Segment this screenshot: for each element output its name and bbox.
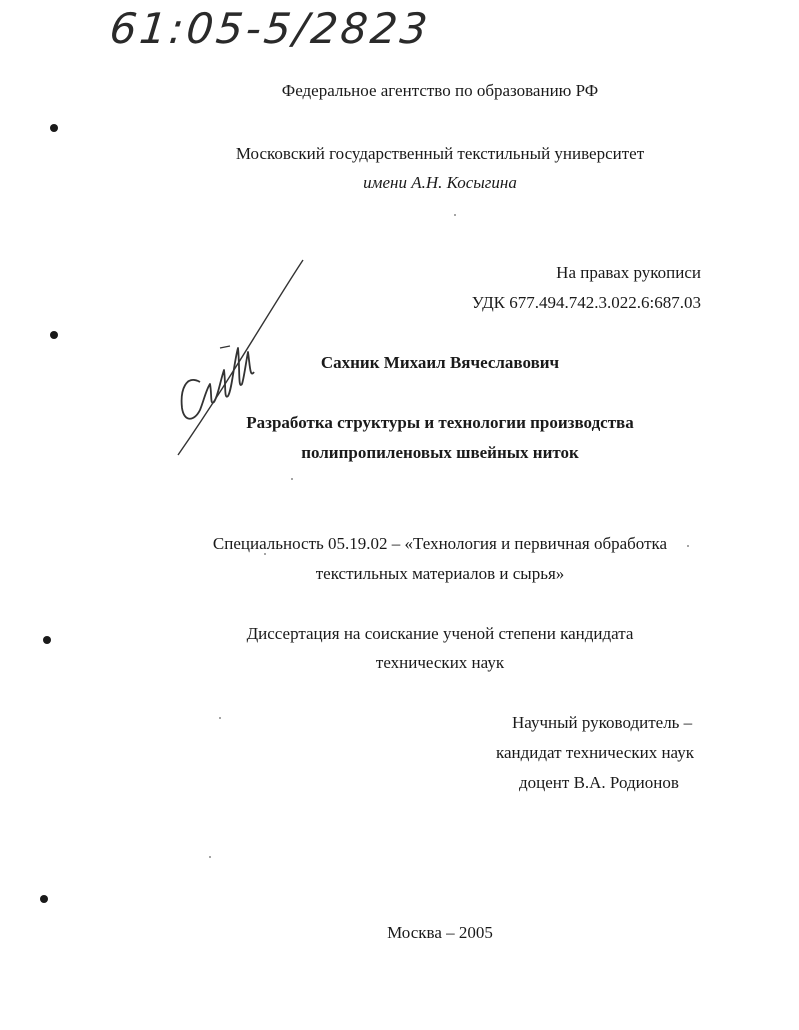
scan-speck [687,545,689,547]
agency-name: Федеральное агентство по образованию РФ [281,81,599,100]
punch-hole-mark [50,124,58,132]
dissertation-line-2: технических наук [375,653,505,672]
dissertation-line-1: Диссертация на соискание ученой степени кандидата [246,624,634,643]
specialty-line-2: текстильных материалов и сырья» [315,564,565,583]
scan-speck [219,717,221,719]
punch-hole-mark [40,895,48,903]
scan-speck [209,856,211,858]
university-named-after: имени А.Н. Косыгина [363,173,517,192]
supervisor-line-3: доцент В.А. Родионов [519,773,679,792]
city-year: Москва – 2005 [387,923,493,942]
archive-stamp: 61:05-5/2823 [107,4,433,53]
supervisor-line-1: Научный руководитель – [512,713,693,732]
udc-code: УДК 677.494.742.3.022.6:687.03 [471,293,701,312]
author-name: Сахник Михаил Вячеславович [320,353,560,372]
manuscript-rights: На правах рукописи [556,263,701,282]
specialty-line-1: Специальность 05.19.02 – «Технология и первичная обработка [212,534,668,553]
scan-speck [291,478,293,480]
punch-hole-mark [50,331,58,339]
thesis-title-line-1: Разработка структуры и технологии производства [246,413,634,432]
supervisor-line-2: кандидат технических наук [496,743,694,762]
scan-speck [264,553,266,555]
thesis-title-line-2: полипропиленовых швейных ниток [301,443,579,462]
university-name: Московский государственный текстильный университет [235,144,645,163]
signature [160,250,320,470]
punch-hole-mark [43,636,51,644]
scan-speck [454,214,456,216]
